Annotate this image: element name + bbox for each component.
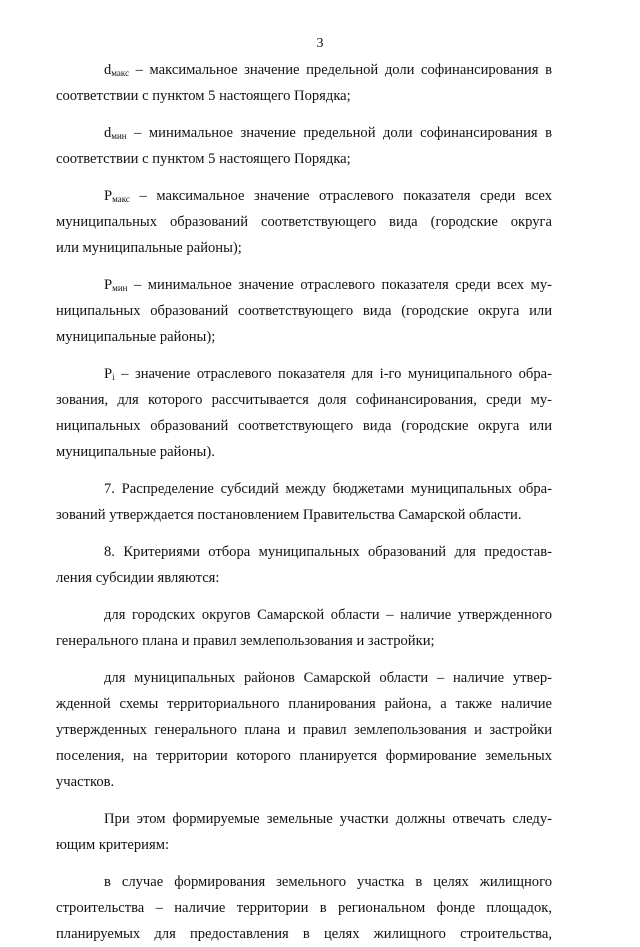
text-line: в случае формирования земельного участка в целях жилищного bbox=[104, 874, 552, 890]
paragraph bbox=[56, 183, 552, 261]
text-line: для городских округов Самарской области – наличие утвержденного bbox=[104, 607, 552, 623]
text-line: зования, для которого рассчитывается доля софинансирования, среди му- bbox=[56, 392, 552, 408]
text-line: $d_{макс}$ – максимальное значение предельной доли софинансирования в bbox=[104, 62, 552, 78]
text-line: муниципальные районы); bbox=[56, 329, 216, 345]
text-line: поселения, на территории которого планируется формирование земельных bbox=[56, 748, 552, 764]
paragraph bbox=[56, 665, 552, 795]
document-body bbox=[56, 57, 552, 947]
paragraph bbox=[56, 806, 552, 858]
text-line: планируемых для предоставления в целях жилищного строительства, bbox=[56, 926, 552, 942]
text-line: ющим критериям: bbox=[56, 837, 169, 853]
paragraph bbox=[56, 272, 552, 350]
text-line: $P_{мин}$ – минимальное значение отраслевого показателя среди всех му- bbox=[104, 277, 552, 293]
paragraph bbox=[56, 120, 552, 172]
paragraph bbox=[56, 476, 552, 528]
text-line: При этом формируемые земельные участки должны отвечать следу- bbox=[104, 811, 552, 827]
text-line: зований утверждается постановлением Правительства Самарской области. bbox=[56, 507, 522, 523]
text-line: участков. bbox=[56, 774, 115, 790]
text-line: муниципальных образований соответствующего вида (городские округа bbox=[56, 214, 552, 230]
text-line: для муниципальных районов Самарской области – наличие утвер- bbox=[104, 670, 552, 686]
text-line: $P_{макс}$ – максимальное значение отраслевого показателя среди всех bbox=[104, 188, 552, 204]
text-line: ниципальных образований соответствующего вида (городские округа или bbox=[56, 303, 552, 319]
text-line: жденной схемы территориального планирования района, а также наличие bbox=[56, 696, 552, 712]
text-line: соответствии с пунктом 5 настоящего Порядка; bbox=[56, 151, 351, 167]
text-line: строительства – наличие территории в региональном фонде площадок, bbox=[56, 900, 552, 916]
paragraph bbox=[56, 602, 552, 654]
text-line: генерального плана и правил землепользования и застройки; bbox=[56, 633, 435, 649]
text-line: ниципальных образований соответствующего вида (городские округа или bbox=[56, 418, 552, 434]
text-line: утвержденных генерального плана и правил землепользования и застройки bbox=[56, 722, 552, 738]
paragraph bbox=[56, 539, 552, 591]
text-line: 7. Распределение субсидий между бюджетами муниципальных обра- bbox=[104, 481, 552, 497]
text-line: $P_i$ – значение отраслевого показателя для i-го муниципального обра- bbox=[104, 366, 552, 382]
text-line: 8. Критериями отбора муниципальных образований для предостав- bbox=[104, 544, 552, 560]
paragraph bbox=[56, 869, 552, 947]
text-line: ления субсидии являются: bbox=[56, 570, 220, 586]
text-line: муниципальные районы). bbox=[56, 444, 215, 460]
paragraph bbox=[56, 361, 552, 465]
paragraph bbox=[56, 57, 552, 109]
text-line: соответствии с пунктом 5 настоящего Порядка; bbox=[56, 88, 351, 104]
text-line: $d_{мин}$ – минимальное значение предельной доли софинансирования в bbox=[104, 125, 552, 141]
page-number: 3 bbox=[316, 36, 324, 51]
text-line: или муниципальные районы); bbox=[56, 240, 242, 256]
